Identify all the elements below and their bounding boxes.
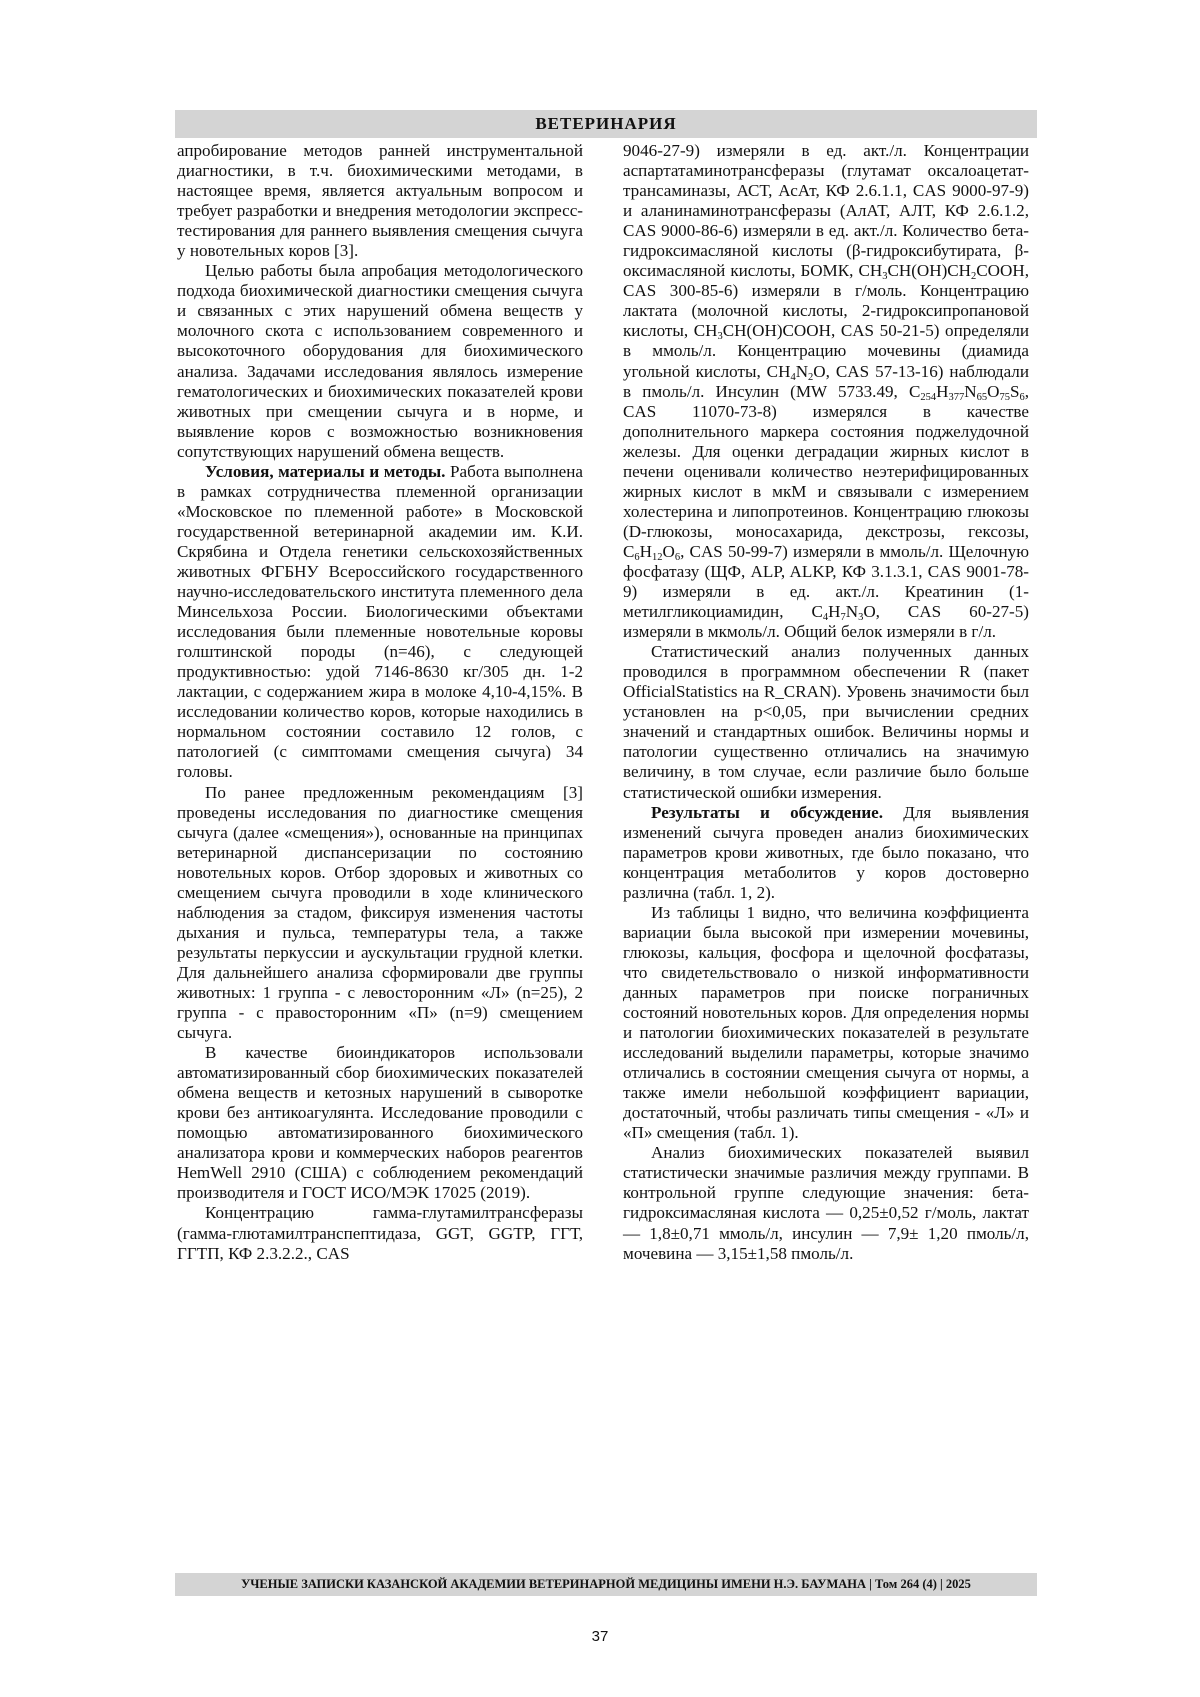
subscript: 377 [948,391,965,403]
left-paragraph-6: Концентрацию гамма-глутамилтрансферазы (гамма-глютамилтранспептидаза, GGT, GGTP, ГГТ, ГГТП, КФ 2.3.2.2., CAS [177,1203,583,1263]
text-run: H [936,381,949,401]
text-run: S [1009,381,1020,401]
subscript: 4 [790,371,796,383]
subscript: 65 [976,391,988,403]
section-title: ВЕТЕРИНАРИЯ [535,114,677,133]
subscript: 3 [858,612,864,624]
results-heading: Результаты и обсуждение. [651,802,884,822]
text-run: N [795,361,809,381]
left-paragraph-4: По ранее предложенным рекомендациям [3] проведены исследования по диагностике смещения сычуга (далее «смещения»), основанные на принципах ветеринарной диспансеризации по состоянию новотельных коров. Отбор здоровых и животных со смещением сычуга проводили в ходе клинического наблюдения за стадом, фиксируя изменения частоты дыхания и пульса, температуры тела, а также результаты перкуссии и аускультации грудной клетки. Для дальнейшего анализа сформировали две группы животных: 1 группа - с левосторонним «Л» (n=25), 2 группа - с правосторонним «П» (n=9) смещением сычуга. [177,782,583,1043]
text-run: O, CAS 60-27-5) измеряли в мкмоль/л. Общий белок измеряли в г/л. [623,602,1029,642]
text-run: CH(OH)COOH, CAS 50-21-5) определяли в ммоль/л. Концентрацию мочевины (диамида угольной кислоты, CH [623,321,1029,381]
text-run: O [662,541,675,561]
subscript: 75 [999,391,1010,403]
methods-heading: Условия, материалы и методы. [205,461,446,481]
subscript: 254 [920,391,937,403]
journal-title: УЧЕНЫЕ ЗАПИСКИ КАЗАНСКОЙ АКАДЕМИИ ВЕТЕРИНАРНОЙ МЕДИЦИНЫ ИМЕНИ Н.Э. БАУМАНА | Том 264 (4) | 2025 [241,1577,971,1591]
subscript: 7 [840,612,846,624]
left-paragraph-3 [177,462,583,783]
subscript: 12 [652,551,663,563]
subscript: 2 [808,371,814,383]
section-header [175,110,1037,138]
subscript: 6 [674,551,681,563]
subscript: 6 [634,551,640,563]
right-paragraph-3 [623,803,1029,903]
text-run: , CAS 11070-73-8) измерялся в качестве дополнительного маркера состояния поджелудочной железы. Для оценки деградации жирных кислот в печени оценивали количество неэтерифицированных жирных кислот в мкМ и связывали с измерением холестерина и липопротеинов. Концентрацию глюкозы (D-глюкозы, моносахарида, декстрозы, гексозы, C [623,381,1029,561]
left-column [177,141,583,1264]
text-run: O [987,381,1000,401]
methods-body: Работа выполнена в рамках сотрудничества племенной организации «Московское по племенной работе» в Московской государственной ветеринарной академии им. К.И. Скрябина и Отдела генетики сельскохозяйственных животных ФГБНУ Всероссийского государственного научно-исследовательского института племенного дела Минсельхоза России. Биологическими объектами исследования были племенные новотельные коровы голштинской породы (n=46), с следующей продуктивностью: удой 7146-8630 кг/305 дн. 1-2 лактации, с содержанием жира в молоке 4,10-4,15%. В исследовании количество коров, которые находились в нормальном состоянии составило 12 голов, с патологией (с симптомами смещения сычуга) 34 головы. [177,461,583,782]
text-run: 9046-27-9) измеряли в ед. акт./л. Концентрации аспартатаминотрансферазы (глутамат оксалоацетат-трансаминазы, АСТ, АсАт, КФ 2.6.1.1, CAS 9000-97-9) и аланинаминотрансферазы (АлАТ, АЛТ, КФ 2.6.1.2, CAS 9000-86-6) измеряли в ед. акт./л. Количество бета-гидроксимасляной кислоты (β-гидроксибутирата, β-оксимасляной кислоты, БОМК, CH [623,141,1029,281]
text-run: N [845,602,859,622]
text-run: COOH, CAS 300-85-6) измеряли в г/моль. Концентрацию лактата (молочной кислоты, 2-гидроксипропановой кислоты, CH [623,261,1029,341]
journal-footer [175,1573,1037,1596]
text-run: H [639,541,653,561]
right-paragraph-4: Из таблицы 1 видно, что величина коэффициента вариации была высокой при измерении мочевины, глюкозы, кальция, фосфора и щелочной фосфатазы, что свидетельствовало о низкой информативности данных параметров при поиске пограничных состояний новотельных коров. Для определения нормы и патологии биохимических показателей в результате исследований выделили параметры, которые значимо отличались в состоянии смещения сычуга от нормы, а также имели небольшой коэффициент вариации, достаточный, чтобы различать типы смещения - «Л» и «П» смещения (табл. 1). [623,902,1029,1143]
text-run: N [964,381,977,401]
text-run: O, CAS 57-13-16) наблюдали в пмоль/л. Инсулин (MW 5733.49, C [623,361,1029,401]
left-paragraph-1: апробирование методов ранней инструментальной диагностики, в т.ч. биохимическими методами, в настоящее время, является актуальным вопросом и требует разработки и внедрения методологии экспресс-тестирования для раннего выявления смещения сычуга у новотельных коров [3]. [177,141,583,261]
right-paragraph-2: Статистический анализ полученных данных проводился в программном обеспечении R (пакет OfficialStatistics на R_CRAN). Уровень значимости был установлен на p<0,05, при вычислении средних значений и стандартных ошибок. Величины нормы и патологии существенно отличались на значимую величину, в том случае, если различие было больше статистической ошибки измерения. [623,642,1029,802]
text-run: H [828,602,841,622]
subscript: 4 [822,612,829,624]
text-run: CH(OH)CH [887,261,972,281]
right-paragraph-5: Анализ биохимических показателей выявил статистически значимые различия между группами. В контрольной группе следующие значения: бета-гидроксимасляная кислота — 0,25±0,52 г/моль, лактат — 1,8±0,71 ммоль/л, инсулин — 7,9± 1,20 пмоль/л, мочевина — 3,15±1,58 пмоль/л. [623,1143,1029,1263]
right-column [623,141,1029,1264]
subscript: 3 [717,331,723,343]
subscript: 2 [971,271,977,283]
right-paragraph-1 [623,141,1029,642]
results-body: Для выявления изменений сычуга проведен анализ биохимических параметров крови животных, где было показано, что концентрация метаболитов у коров достоверно различна (табл. 1, 2). [623,802,1029,902]
subscript: 6 [1019,391,1025,403]
text-run: , CAS 50-99-7) измеряли в ммоль/л. Щелочную фосфатазу (ЩФ, ALP, ALKP, КФ 3.1.3.1, CAS 9001-78-9) измеряли в ед. акт./л. Креатинин (1-метилгликоциамидин, C [623,541,1029,622]
left-paragraph-5: В качестве биоиндикаторов использовали автоматизированный сбор биохимических показателей обмена веществ и кетозных нарушений в сыворотке крови без антикоагулянта. Исследование проводили с помощью автоматизированного биохимического анализатора крови и коммерческих наборов реагентов HemWell 2910 (США) с соблюдением рекомендаций производителя и ГОСТ ИСО/МЭК 17025 (2019). [177,1043,583,1203]
page-number: 37 [591,1628,609,1645]
left-paragraph-2: Целью работы была апробация методологического подхода биохимической диагностики смещения сычуга и связанных с этих нарушений обмена веществ у молочного скота с использованием современного и высокоточного оборудования для биохимического анализа. Задачами исследования являлось измерение гематологических и биохимических показателей крови животных при смещении сычуга и в норме, и выявление коров с возможностью возникновения сопутствующих нарушений обмена веществ. [177,261,583,461]
subscript: 3 [882,271,888,283]
